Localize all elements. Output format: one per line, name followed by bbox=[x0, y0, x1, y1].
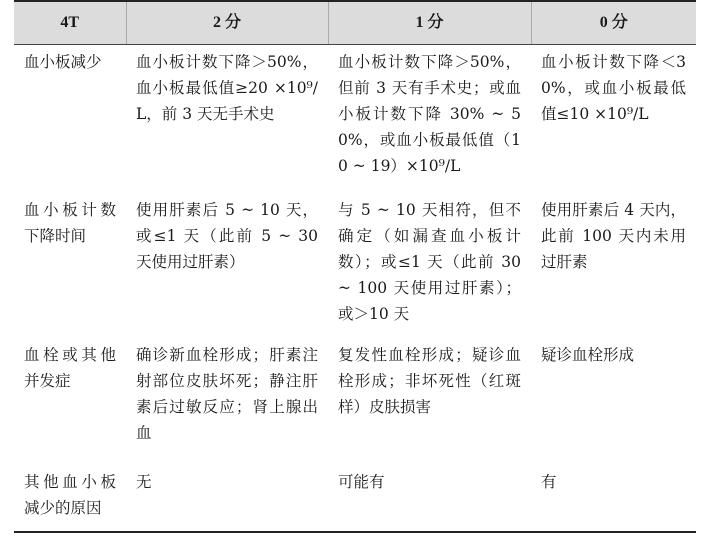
table-row bbox=[14, 193, 696, 338]
table-row bbox=[14, 338, 696, 465]
cell-score-1: 可能有 bbox=[328, 465, 531, 532]
cell-score-1: 与 5 ~ 10 天相符，但不确定（如漏查血小板计数）；或≤1 天（此前 30 ~ 100 天使用过肝素）；或＞10 天 bbox=[338, 201, 521, 323]
row-category: 血栓或其他并发症 bbox=[24, 346, 116, 390]
row-category: 血小板减少 bbox=[24, 53, 102, 71]
cell-score-0: 疑诊血栓形成 bbox=[541, 346, 635, 364]
scoring-table-container bbox=[14, 0, 696, 539]
header-score-0: 0 分 bbox=[531, 1, 696, 45]
table-header-row bbox=[14, 1, 696, 45]
header-4t: 4T bbox=[14, 1, 126, 45]
4t-scoring-table bbox=[14, 0, 696, 533]
table-row bbox=[14, 45, 696, 194]
header-score-2: 2 分 bbox=[126, 1, 328, 45]
cell-score-2: 血小板计数下降＞50%，血小板最低值≥20 ×10⁹/L，前 3 天无手术史 bbox=[136, 53, 318, 123]
cell-score-1: 复发性血栓形成；疑诊血栓形成；非坏死性（红斑样）皮肤损害 bbox=[338, 346, 521, 416]
header-score-1: 1 分 bbox=[328, 1, 531, 45]
cell-score-0: 有 bbox=[531, 465, 696, 532]
row-category: 其他血小板减少的原因 bbox=[14, 465, 126, 532]
cell-score-2: 无 bbox=[126, 465, 328, 532]
cell-score-0: 使用肝素后 4 天内，此前 100 天内未用过肝素 bbox=[541, 201, 686, 271]
table-row bbox=[14, 465, 696, 532]
cell-score-2: 确诊新血栓形成；肝素注射部位皮肤坏死；静注肝素后过敏反应；肾上腺出血 bbox=[136, 346, 318, 442]
cell-score-1: 血小板计数下降＞50%，但前 3 天有手术史；或血小板计数下降 30% ~ 50%，或血小板最低值（10 ~ 19）×10⁹/L bbox=[338, 53, 521, 175]
row-category: 血小板计数下降时间 bbox=[24, 201, 116, 245]
cell-score-2: 使用肝素后 5 ~ 10 天，或≤1 天（此前 5 ~ 30 天使用过肝素） bbox=[136, 201, 318, 271]
cell-score-0: 血小板计数下降＜30%，或血小板最低值≤10 ×10⁹/L bbox=[541, 53, 686, 123]
